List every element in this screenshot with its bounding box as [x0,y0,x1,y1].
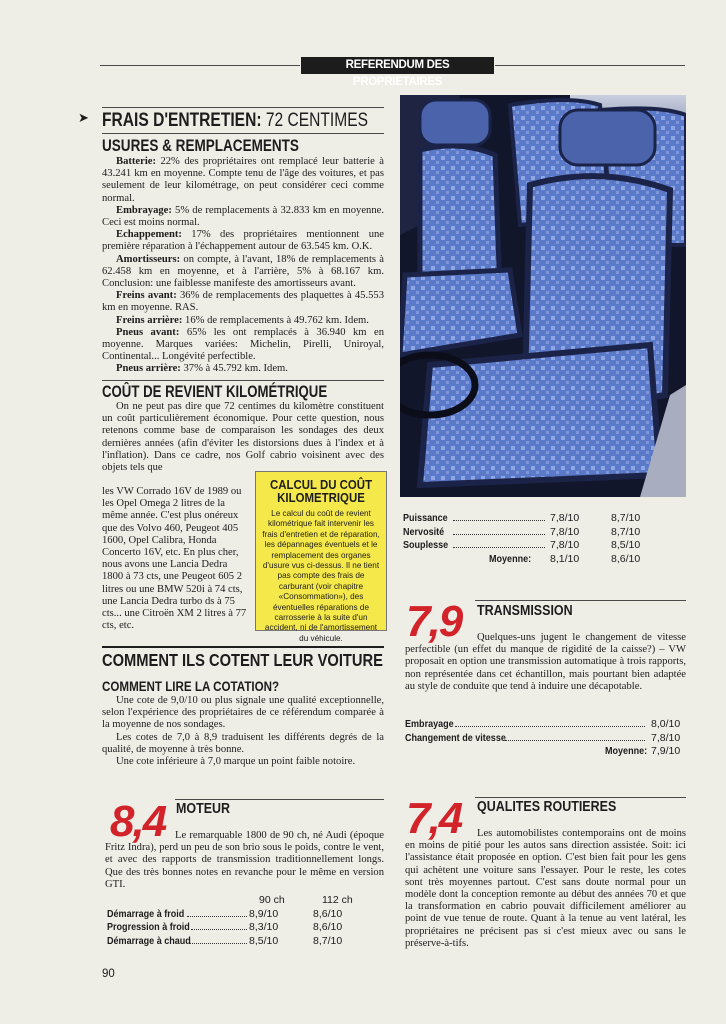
rating-row [107,921,384,935]
usure-label: Embrayage: [116,204,172,216]
usure-label: Echappement: [116,229,182,241]
rating-row [107,908,384,922]
moteur-title: MOTEUR [176,801,231,817]
rating-average-row [405,745,686,759]
transmission-title: TRANSMISSION [477,603,573,619]
arrow-icon: ➤ [78,110,89,125]
rating-row [107,935,384,949]
comment-p2: Les cotes de 7,0 à 8,9 traduisent les différents degrés de la qualité, de moyenne à très bonne. [102,731,384,755]
column-112ch: 112 ch [322,894,353,906]
usures-title: USURES & REMPLACEMENTS [102,137,299,155]
rating-value-b: 8,7/10 [313,934,343,947]
comment-p1: Une cote de 9,0/10 ou plus signale une qualité exceptionnelle, selon l'expérience des propriétaires de ce référendum comparée à la moyenne de nos sondages. [102,695,384,731]
average-label: Moyenne: [489,552,532,565]
moteur-score: 8,4 [110,797,166,846]
cout-paragraph [102,401,384,474]
moteur-paragraph: Le remarquable 1800 de 90 ch, né Audi (époque Fritz Indra), perd un peu de son brio sous le poids, contre le vent, et avec des rapports de transmission traditionnellement longs. Que des très bonnes notes en revanche pour le même en version GTI. [105,830,384,890]
frais-value: 72 CENTIMES [265,110,369,131]
qualites-paragraph: Les automobilistes contemporains ont de moins en moins de pitié pour les autos sans direction assistée. Soit: ici l'assistance était proposée en option. C'est bien fait pour les gens qui achètent une voiture sans l'essayer. Pour le reste, les cotes sont très moyennes partout. C'est sans doute normal pour un modèle dont la conception remonte au début des années 70 et que la transformation en cabrio pouvait difficilement améliorer au point de vue tenue de route. Quant à la tenue au vent latéral, les propriétaires ne précisent pas si c'est mieux avec ou sans le préserve-à-tifs. [405,828,686,949]
cout-para1: On ne peut pas dire que 72 centimes du kilomètre constituent un coût particulièrement économique. Pour cette question, nous retenons comme base de comparaison les sondages des deux dernières années (afin d'éviter les distorsions dues à l'index et à l'inflation). Dans ce cadre, nos Golf cabrio voisinent avec des objets tels que [102,401,384,474]
rating-value-a: 8,9/10 [249,907,279,920]
rating-row [403,512,686,526]
rating-value-a: 8,5/10 [249,934,279,947]
rating-row [403,539,686,553]
usures-list [102,156,384,376]
callout-box [255,471,387,643]
transmission-table [405,718,686,759]
rating-value: 8,0/10 [651,718,681,730]
comment-body [102,695,384,768]
rating-value-b: 8,5/10 [611,539,641,551]
moteur-text [105,830,384,891]
average-value: 7,9/10 [651,745,681,757]
qualites-title: QUALITES ROUTIERES [477,799,617,815]
frais-heading [102,110,368,132]
usure-text: 16% de remplacements à 49.762 km. Idem. [182,314,369,326]
rating-label: Souplesse [403,539,449,551]
rating-label: Progression à froid [107,921,190,933]
rating-value-b: 8,7/10 [611,525,641,538]
usure-label: Pneus arrière: [116,363,181,375]
usure-text: 65% les ont remplacés à 36.940 km en moyenne. Marques variées: Michelin, Pirelli, Uniroyal, Continental... Longévité perfectible. [102,326,384,363]
comment-subtitle: COMMENT LIRE LA COTATION? [102,679,280,694]
callout-title-line1: CALCUL DU COÛT [269,477,373,492]
comment-title: COMMENT ILS COTENT LEUR VOITURE [102,650,383,670]
transmission-text [405,632,686,693]
qualites-text [405,828,686,950]
comment-p3: Une cote inférieure à 7,0 marque un point faible notoire. [116,756,356,768]
transmission-paragraph: Quelques-uns jugent le changement de vitesse perfectible (un effet du manque de rigidité de la caisse?) – VW proposait en option une transmission automatique à trois rapports, non représentée dans cet échantillon, mais pourtant bien adaptée au style de conduite que tend à induire une décapotable. [405,632,686,692]
rating-label: Embrayage [405,718,454,730]
qualites-score: 7,4 [406,794,462,843]
moteur-table-header [107,894,384,908]
page-number: 90 [102,968,115,980]
rating-value-b: 8,6/10 [313,907,343,920]
rating-label: Nervosité [403,525,445,538]
average-label: Moyenne: [605,745,648,757]
rating-row [403,526,686,540]
moteur-right-table [403,512,686,566]
usure-text: 36% de remplacements des plaquettes à 45.553 km en moyenne. RAS. [102,290,384,314]
rating-row [405,718,686,732]
rating-value-a: 8,3/10 [249,921,279,933]
average-value-a: 8,1/10 [550,552,580,565]
rating-row [405,732,686,746]
rating-value-b: 8,6/10 [313,921,343,933]
cout-title: COÛT DE REVIENT KILOMÉTRIQUE [102,383,328,401]
usure-text: 17% des propriétaires mentionnent une première réparation à l'échappement autour de 63.545 km. O.K. [102,229,384,253]
frais-title: FRAIS D'ENTRETIEN: [102,110,262,131]
column-90ch: 90 ch [259,894,285,906]
callout-title-line2: KILOMETRIQUE [277,490,365,505]
rating-label: Démarrage à chaud [107,934,191,947]
rating-value: 7,8/10 [651,731,681,744]
rating-value-a: 7,8/10 [550,525,580,538]
rating-value-a: 7,8/10 [550,512,580,524]
transmission-score: 7,9 [406,597,462,646]
average-value-b: 8,6/10 [611,552,641,565]
car-seats-photo [400,95,686,497]
rating-label: Démarrage à froid [107,907,185,920]
usure-text: 22% des propriétaires ont remplacé leur batterie à 43.241 km en moyenne. Compte tenu de l'âge des voitures, et pas seulement de leur kilométrage, on peut considérer ceci comme normal. [102,156,384,204]
rating-value-b: 8,7/10 [611,512,641,524]
callout-title [264,478,378,504]
rating-label: Puissance [403,512,448,524]
usure-label: Batterie: [116,156,156,167]
moteur-table [107,894,384,948]
cout-col-text: les VW Corrado 16V de 1989 ou les Opel Omega 2 litres de la même année. C'est plus onéreux que des Volvo 460, Peugeot 405 1600, Opel Calibra, Honda Concerto 16V, etc. En plus cher, nous avons une Lancia Dedra 1800 à 73 cts, une Peugeot 605 2 litres ou une BMW 520i à 74 cts, une Lancia Dedra turbo ds à 75 cts... une Citroën XM 2 litres à 77 cts, etc. [102,486,247,632]
usure-label: Amortisseurs: [116,253,181,265]
usure-text: 37% à 45.792 km. Idem. [180,363,288,375]
cout-column [102,486,248,632]
usure-label: Pneus avant: [116,326,180,338]
usure-label: Freins avant: [116,290,177,302]
callout-text: Le calcul du coût de revient kilométrique fait intervenir les frais d'entretien et de réparation, les dépannages éventuels et le remplacement des organes d'usure vus ci-dessus. Il ne tient pas compte des frais de carburant (voir chapitre «Consommation»), des éventuelles réparations de carrosserie à la suite d'un accident, ni de l'amortissement du véhicule. [262,509,380,643]
rating-value-a: 7,8/10 [550,539,580,551]
rating-average-row [403,553,686,567]
usure-label: Freins arrière: [116,314,183,326]
rating-label: Changement de vitesse [405,731,506,744]
section-banner: REFERENDUM DES PROPRIETAIRES [301,57,494,74]
usure-text: 5% de remplacements à 32.833 km en moyenne. Ceci est moins normal. [102,204,384,229]
usure-text: on compte, à l'avant, 18% de remplacements à 62.458 km en moyenne, et à l'arrière, 5% à 68.167 km. Conclusion: une faiblesse manifeste des amortisseurs avant. [102,253,384,290]
